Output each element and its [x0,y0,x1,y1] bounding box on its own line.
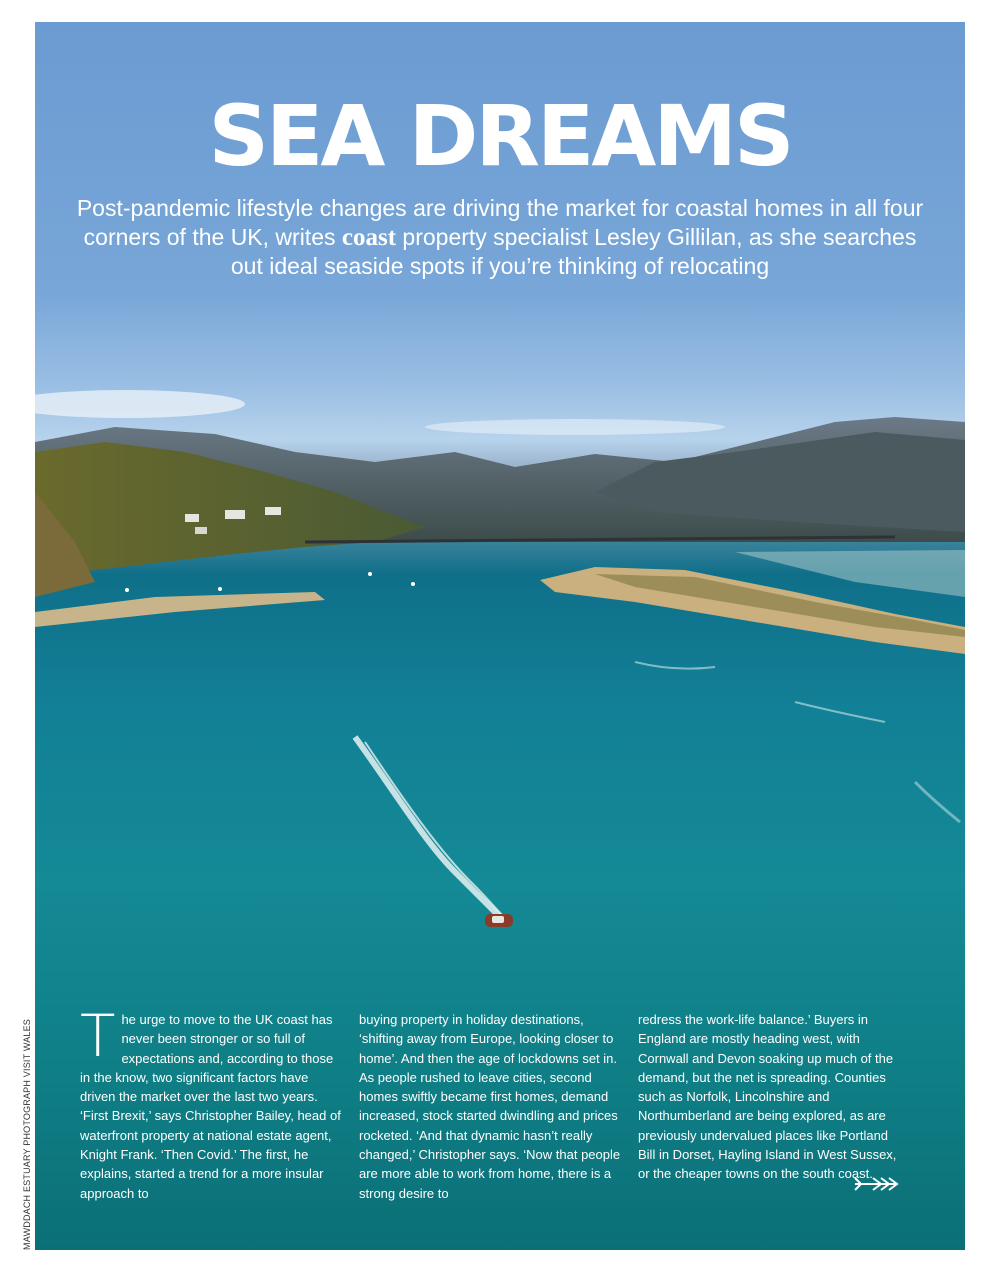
standfirst-rest: property specialist Lesley Gillilan, as she searches out ideal seaside spots if you’re thinking of relocating [230,224,917,279]
photo-credit: MAWDDACH ESTUARY PHOTOGRAPH VISIT WALES [22,1018,32,1250]
standfirst [75,194,925,281]
drop-cap: T [80,1002,116,1070]
article-column-1 [80,1002,342,1203]
column-3-text: redress the work-life balance.’ Buyers in England are mostly heading west, with Cornwall and Devon soaking up much of the demand, but the net is spreading. Counties such as Norfolk, Lincolnshire and Northumberland are being explored, as are previously undervalued places like Portland Bill in Dorset, Hayling Island in West Sussex, or the cheaper towns on the south coast. [638,1012,897,1182]
standfirst-intro: Post-pandemic lifestyle changes are driving the market for coastal homes in all four corners of the UK, writes [76,195,924,250]
article-column-3 [638,1010,900,1184]
article-column-2 [359,1010,621,1203]
arrow-right-icon [853,1176,901,1192]
column-2-text: buying property in holiday destinations, ‘shifting away from Europe, looking closer to home’. And then the age of lockdowns set in. As people rushed to leave cities, second homes swiftly became first homes, demand increased, stock started dwindling and prices rocketed. ‘And that dynamic hasn’t really changed,’ Christopher says. ‘Now that people are more able to work from home, there is a strong desire to [359,1012,621,1201]
headline: SEA DREAMS [208,87,792,185]
hero-photo [35,22,965,1250]
column-1-text: he urge to move to the UK coast has never been stronger or so full of expectations and, according to those in the know, two significant factors have driven the market over the last two years. ‘First Brexit,’ says Christopher Bailey, head of waterfront property at national estate agent, Knight Frank. ‘Then Covid.’ The first, he explains, started a trend for a more insular approach to [80,1012,341,1201]
brand-name: coast [341,224,397,251]
